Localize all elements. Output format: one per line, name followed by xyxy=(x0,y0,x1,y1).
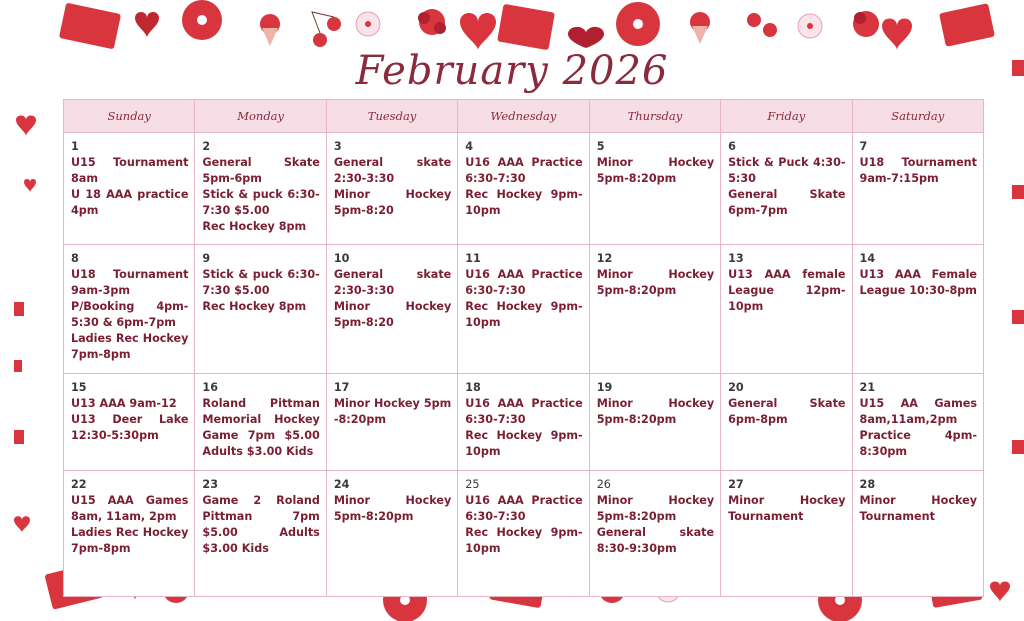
event-entry: Minor Hockey 5pm-8:20pm xyxy=(596,494,715,523)
day-cell xyxy=(326,471,457,597)
flower-bouquet-icon xyxy=(853,11,879,37)
day-number: 8 xyxy=(71,252,79,265)
day-number: 23 xyxy=(202,478,218,491)
weekday-header: Sunday xyxy=(64,100,195,133)
calendar-title: February 2026 xyxy=(355,48,669,94)
day-number: 24 xyxy=(333,478,350,491)
day-cell xyxy=(721,245,852,374)
week-row xyxy=(64,374,984,471)
event-entry: Rec Hockey 9pm-10pm xyxy=(465,429,583,458)
event-entry: Rec Hockey 8pm xyxy=(202,300,307,313)
envelope-icon xyxy=(59,3,121,50)
day-cell xyxy=(458,245,589,374)
day-number: 5 xyxy=(596,140,605,153)
heart-icon xyxy=(14,430,24,444)
heart-icon xyxy=(990,582,1010,603)
weekday-header: Saturday xyxy=(852,100,983,133)
envelope-icon xyxy=(497,4,555,50)
event-entry: General Skate 6pm-8pm xyxy=(728,397,846,426)
day-number: 10 xyxy=(333,252,350,265)
day-cell xyxy=(721,471,852,597)
envelope-icon xyxy=(939,3,995,47)
event-entry: Rec Hockey 9pm-10pm xyxy=(465,300,583,329)
day-cell xyxy=(589,374,720,471)
weekday-header: Monday xyxy=(195,100,326,133)
heart-icon xyxy=(24,179,36,192)
day-number: 21 xyxy=(859,381,876,394)
day-number: 28 xyxy=(859,478,876,491)
day-number: 11 xyxy=(465,252,481,265)
ice-cream-icon xyxy=(690,12,710,44)
weekday-header: Thursday xyxy=(589,100,720,133)
candy-icon xyxy=(798,14,822,38)
event-entry: U16 AAA Practice 6:30-7:30 xyxy=(465,268,583,297)
candy-icon xyxy=(356,12,380,36)
day-number: 15 xyxy=(71,381,87,394)
week-row xyxy=(64,133,984,245)
event-entry: U13 AAA Female League 10:30-8pm xyxy=(859,268,977,297)
weekday-header: Tuesday xyxy=(326,100,457,133)
event-entry: General skate 2:30-3:30 xyxy=(333,156,452,185)
heart-icon xyxy=(1012,440,1024,454)
day-cell xyxy=(589,133,720,245)
event-entry: Ladies Rec Hockey 7pm-8pm xyxy=(71,526,189,555)
event-entry: U15 AAA Games 8am, 11am, 2pm xyxy=(71,494,189,523)
weekday-header: Wednesday xyxy=(458,100,589,133)
day-cell xyxy=(64,245,195,374)
day-cell xyxy=(589,245,720,374)
event-entry: Game 2 Roland Pittman 7pm $5.00 Adults $3.00 Kids xyxy=(202,494,320,555)
event-entry: U 18 AAA practice 4pm xyxy=(71,188,189,217)
event-entry: U13 Deer Lake 12:30-5:30pm xyxy=(71,413,189,442)
day-number: 18 xyxy=(465,381,481,394)
day-cell xyxy=(458,471,589,597)
event-entry: Roland Pittman Memorial Hockey Game 7pm $5.00 Adults $3.00 Kids xyxy=(202,397,320,458)
event-entry: Practice 4pm-8:30pm xyxy=(859,429,977,458)
day-number: 7 xyxy=(859,140,868,153)
weekday-header: Friday xyxy=(721,100,852,133)
event-entry: Minor Hockey 5pm-8:20pm xyxy=(596,397,715,426)
heart-icon xyxy=(460,13,496,50)
event-entry: Minor Hockey 5pm-8:20pm xyxy=(596,156,715,185)
heart-icon xyxy=(568,27,604,48)
week-row xyxy=(64,471,984,597)
event-entry: U16 AAA Practice 6:30-7:30 xyxy=(465,397,583,426)
day-number: 12 xyxy=(596,252,613,265)
day-cell xyxy=(458,133,589,245)
heart-icon xyxy=(1012,310,1024,324)
day-number: 6 xyxy=(728,140,736,153)
event-entry: U18 Tournament 9am-3pm xyxy=(71,268,189,297)
event-entry: Minor Hockey Tournament xyxy=(728,494,846,523)
day-number: 27 xyxy=(728,478,744,491)
day-cell xyxy=(64,374,195,471)
day-cell xyxy=(195,374,326,471)
event-entry: Minor Hockey 5pm -8:20pm xyxy=(333,397,452,426)
day-cell xyxy=(852,471,983,597)
day-cell xyxy=(852,374,983,471)
event-entry: General Skate 6pm-7pm xyxy=(728,188,846,217)
day-number: 22 xyxy=(71,478,87,491)
weekday-header-row xyxy=(64,100,984,133)
event-entry: U13 AAA female League 12pm-10pm xyxy=(728,268,846,313)
day-number: 16 xyxy=(202,381,218,394)
day-number: 20 xyxy=(728,381,744,394)
event-entry: U15 AA Games 8am,11am,2pm xyxy=(859,397,977,426)
day-cell xyxy=(589,471,720,597)
event-entry: Minor Hockey 5pm-8:20 xyxy=(333,188,452,217)
day-number: 1 xyxy=(71,140,79,153)
day-number: 25 xyxy=(465,478,480,491)
day-cell xyxy=(326,374,457,471)
event-entry: Rec Hockey 8pm xyxy=(202,220,307,233)
event-entry: Rec Hockey 9pm-10pm xyxy=(465,188,583,217)
event-entry: U16 AAA Practice 6:30-7:30 xyxy=(465,494,583,523)
day-number: 13 xyxy=(728,252,744,265)
event-entry: U16 AAA Practice 6:30-7:30 xyxy=(465,156,583,185)
vinyl-record-icon xyxy=(616,2,660,46)
event-entry: Ladies Rec Hockey 7pm-8pm xyxy=(71,332,189,361)
event-entry: Minor Hockey 5pm-8:20pm xyxy=(333,494,452,523)
event-entry: General skate 2:30-3:30 xyxy=(333,268,452,297)
heart-icon xyxy=(14,516,30,532)
event-entry: Minor Hockey 5pm-8:20pm xyxy=(596,268,715,297)
heart-icon xyxy=(1012,185,1024,199)
day-cell xyxy=(195,245,326,374)
event-entry: Minor Hockey Tournament xyxy=(859,494,977,523)
day-cell xyxy=(852,245,983,374)
event-entry: P/Booking 4pm-5:30 & 6pm-7pm xyxy=(71,300,189,329)
calendar-grid xyxy=(63,99,984,597)
day-cell xyxy=(64,133,195,245)
heart-icon xyxy=(882,19,912,51)
day-number: 19 xyxy=(596,381,613,394)
day-cell xyxy=(458,374,589,471)
day-cell xyxy=(326,245,457,374)
event-entry: Stick & Puck 4:30-5:30 xyxy=(728,156,846,185)
heart-icon xyxy=(14,360,22,372)
event-entry: Stick & puck 6:30-7:30 $5.00 xyxy=(202,268,320,297)
event-entry: U18 Tournament 9am-7:15pm xyxy=(859,156,977,185)
heart-icon xyxy=(16,116,36,137)
heart-icon xyxy=(135,12,159,38)
cherries-icon xyxy=(747,13,777,37)
day-cell xyxy=(852,133,983,245)
event-entry: U15 Tournament 8am xyxy=(71,156,189,185)
event-entry: Minor Hockey 5pm-8:20 xyxy=(333,300,452,329)
day-cell xyxy=(195,133,326,245)
day-cell xyxy=(721,374,852,471)
event-entry: Stick & puck 6:30-7:30 $5.00 xyxy=(202,188,320,217)
calendar-body xyxy=(64,133,984,597)
day-cell xyxy=(64,471,195,597)
day-cell xyxy=(721,133,852,245)
ice-cream-icon xyxy=(260,14,280,46)
day-number: 9 xyxy=(202,252,211,265)
day-cell xyxy=(195,471,326,597)
flower-bouquet-icon xyxy=(418,9,446,35)
day-number: 4 xyxy=(465,140,474,153)
cherries-icon xyxy=(312,12,341,47)
day-number: 3 xyxy=(333,140,342,153)
heart-icon xyxy=(14,302,24,316)
vinyl-record-icon xyxy=(182,0,222,40)
event-entry: U13 AAA 9am-12 xyxy=(71,397,177,410)
day-number: 17 xyxy=(333,381,350,394)
event-entry: Rec Hockey 9pm-10pm xyxy=(465,526,583,555)
event-entry: General Skate 5pm-6pm xyxy=(202,156,320,185)
day-number: 14 xyxy=(859,252,876,265)
week-row xyxy=(64,245,984,374)
day-cell xyxy=(326,133,457,245)
day-number: 2 xyxy=(202,140,211,153)
event-entry: General skate 8:30-9:30pm xyxy=(596,526,715,555)
day-number: 26 xyxy=(596,478,611,491)
